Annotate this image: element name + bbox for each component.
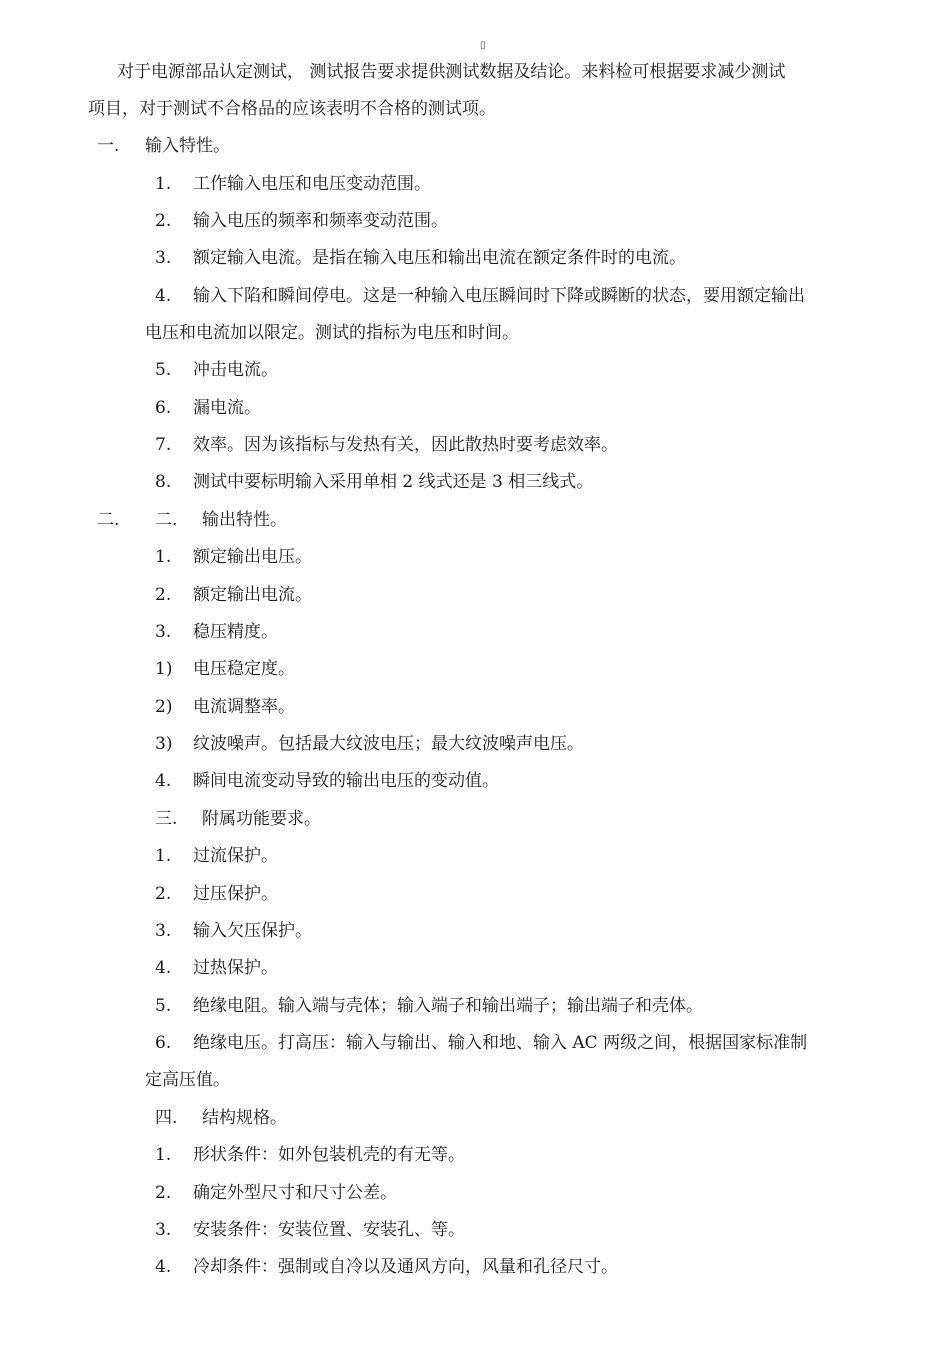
list-number: 2. [155,585,172,605]
list-number: 3. [155,921,172,941]
list-number: 3) [155,734,173,754]
list-number: 4. [155,1257,172,1277]
list-item: 冲击电流。 [193,360,278,380]
section-1-heading: 输入特性。 [145,136,230,156]
list-item: 输入欠压保护。 [193,921,312,941]
list-item: 形状条件：如外包装机壳的有无等。 [193,1145,465,1165]
list-number: 2) [155,697,173,717]
list-number: 6. [155,398,172,418]
list-number: 1) [155,659,173,679]
list-item: 电流调整率。 [193,697,295,717]
list-item: 稳压精度。 [193,622,278,642]
intro-line-1: 对于电源部品认定测试， 测试报告要求提供测试数据及结论。来料检可根据要求减少测试 [117,62,786,82]
list-item: 输入下陷和瞬间停电。这是一种输入电压瞬间时下降或瞬断的状态，要用额定输出 [193,286,805,306]
section-4-heading: 结构规格。 [202,1108,287,1128]
list-item: 额定输出电压。 [193,547,312,567]
list-number: 2. [155,211,172,231]
header-mark: ▯ [480,40,486,51]
section-1-number: 一. [97,136,120,156]
list-number: 4. [155,771,172,791]
list-item: 工作输入电压和电压变动范围。 [193,174,431,194]
section-3-heading: 附属功能要求。 [202,809,321,829]
section-2-heading: 输出特性。 [202,510,287,530]
section-3-number: 三. [155,809,178,829]
list-item: 冷却条件：强制或自冷以及通风方向，风量和孔径尺寸。 [193,1257,618,1277]
section-2-number: 二. [97,510,120,530]
list-item: 确定外型尺寸和尺寸公差。 [193,1183,397,1203]
list-number: 8. [155,472,172,492]
list-item: 瞬间电流变动导致的输出电压的变动值。 [193,771,499,791]
list-item: 额定输入电流。是指在输入电压和输出电流在额定条件时的电流。 [193,248,686,268]
list-item: 绝缘电压。打高压：输入与输出、输入和地、输入 AC 两级之间，根据国家标准制 [193,1033,808,1053]
list-number: 2. [155,1183,172,1203]
list-number: 4. [155,286,172,306]
intro-line-2: 项目，对于测试不合格品的应该表明不合格的测试项。 [88,99,496,119]
list-item: 过热保护。 [193,958,278,978]
list-number: 2. [155,884,172,904]
list-item: 过压保护。 [193,884,278,904]
section-4-number: 四. [155,1108,178,1128]
list-number: 1. [155,547,172,567]
section-2-number-repeat: 二. [155,510,178,530]
list-item: 测试中要标明输入采用单相 2 线式还是 3 相三线式。 [193,472,594,492]
list-number: 5. [155,996,172,1016]
list-number: 3. [155,1220,172,1240]
list-item: 安装条件：安装位置、安装孔、等。 [193,1220,465,1240]
list-number: 1. [155,846,172,866]
list-item: 电压稳定度。 [193,659,295,679]
list-number: 5. [155,360,172,380]
list-item-continuation: 定高压值。 [145,1070,230,1090]
list-item: 绝缘电阻。输入端与壳体；输入端子和输出端子；输出端子和壳体。 [193,996,703,1016]
list-number: 3. [155,248,172,268]
list-item-continuation: 电压和电流加以限定。测试的指标为电压和时间。 [145,323,519,343]
list-item: 纹波噪声。包括最大纹波电压；最大纹波噪声电压。 [193,734,584,754]
list-number: 1. [155,174,172,194]
list-item: 过流保护。 [193,846,278,866]
list-item: 输入电压的频率和频率变动范围。 [193,211,448,231]
list-item: 效率。因为该指标与发热有关，因此散热时要考虑效率。 [193,435,618,455]
list-item: 额定输出电流。 [193,585,312,605]
list-number: 1. [155,1145,172,1165]
list-number: 7. [155,435,172,455]
list-item: 漏电流。 [193,398,261,418]
list-number: 3. [155,622,172,642]
list-number: 4. [155,958,172,978]
list-number: 6. [155,1033,172,1053]
